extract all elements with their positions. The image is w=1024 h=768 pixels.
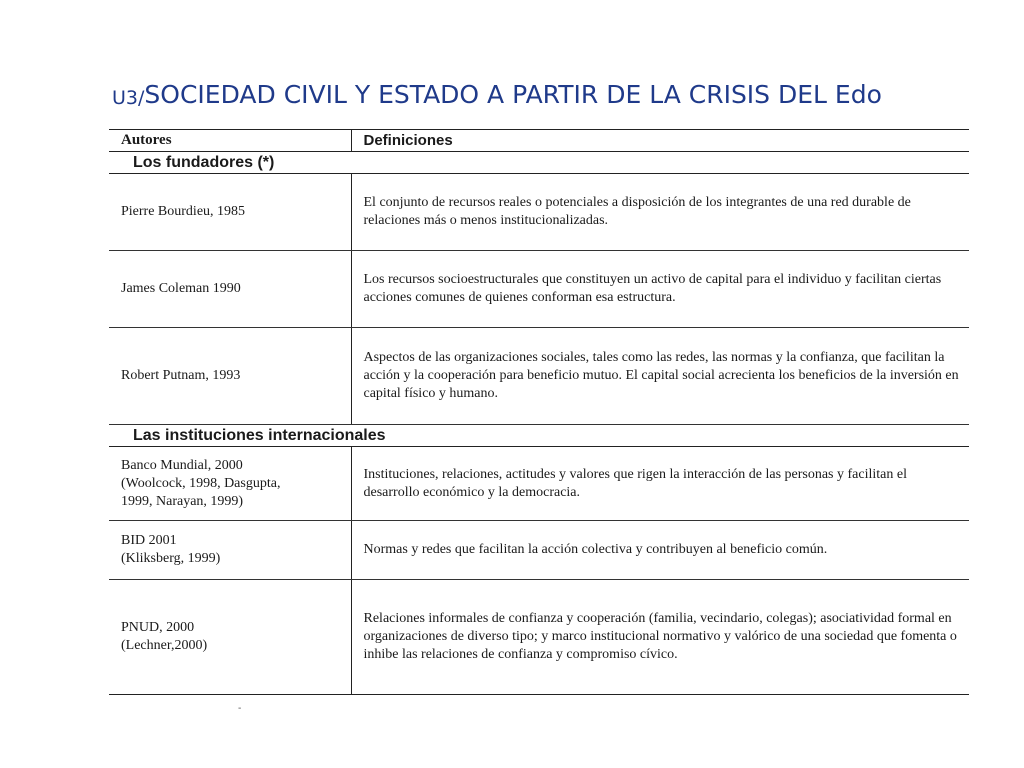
page-title	[112, 80, 882, 114]
section-label: Las instituciones internacionales	[109, 425, 969, 447]
author-cell	[109, 521, 351, 580]
header-definitions: Definiciones	[351, 130, 969, 152]
definitions-table	[109, 129, 969, 695]
definition-cell: Instituciones, relaciones, actitudes y valores que rigen la interacción de las personas y facilitan el desarrollo económico y la democracia.	[351, 447, 969, 521]
author-line: (Woolcock, 1998, Dasgupta,	[121, 475, 281, 491]
author-line: Robert Putnam, 1993	[121, 368, 241, 383]
author-line: James Coleman 1990	[121, 281, 241, 296]
definition-cell: Aspectos de las organizaciones sociales, tales como las redes, las normas y la confianza, que facilitan la acción y la cooperación para beneficio mutuo. El capital social acrecienta los beneficios de la inversión en capital físico y humano.	[351, 328, 969, 425]
author-line: 1999, Narayan, 1999)	[121, 493, 244, 509]
definition-cell: El conjunto de recursos reales o potenciales a disposición de los integrantes de una red durable de relaciones más o menos institucionalizadas.	[351, 174, 969, 251]
author-line: (Kliksberg, 1999)	[121, 551, 221, 566]
definition-cell: Normas y redes que facilitan la acción colectiva y contribuyen al beneficio común.	[351, 521, 969, 580]
author-cell	[109, 447, 351, 521]
table-header-row	[109, 130, 969, 152]
author-line: (Lechner,2000)	[121, 638, 208, 653]
footer-mark: -	[238, 703, 242, 714]
author-line: BID 2001	[121, 533, 177, 548]
definition-cell: Relaciones informales de confianza y cooperación (familia, vecindario, colegas); asociatividad formal en organizaciones de diverso tipo; y marco institucional normativo y valórico de una sociedad que fomenta o inhibe las relaciones de confianza y compromiso cívico.	[351, 580, 969, 695]
title-main: SOCIEDAD CIVIL Y ESTADO A PARTIR DE LA CRISIS DEL Edo	[144, 80, 882, 109]
author-line: Banco Mundial, 2000	[121, 457, 243, 473]
section-label: Los fundadores (*)	[109, 152, 969, 174]
table-row	[109, 174, 969, 251]
table-row	[109, 580, 969, 695]
section-row-international	[109, 425, 969, 447]
author-cell	[109, 174, 351, 251]
table-row	[109, 447, 969, 521]
table-row	[109, 251, 969, 328]
author-cell	[109, 580, 351, 695]
definition-cell: Los recursos socioestructurales que constituyen un activo de capital para el individuo y facilitan ciertas acciones comunes de quienes conforman esa estructura.	[351, 251, 969, 328]
author-cell	[109, 251, 351, 328]
author-line: Pierre Bourdieu, 1985	[121, 204, 246, 219]
title-prefix: U3/	[112, 87, 145, 109]
author-line: PNUD, 2000	[121, 620, 195, 635]
table-row	[109, 328, 969, 425]
author-cell	[109, 328, 351, 425]
table-row	[109, 521, 969, 580]
definitions-table-wrapper	[109, 129, 969, 695]
section-row-founders	[109, 152, 969, 174]
header-authors: Autores	[109, 130, 351, 152]
